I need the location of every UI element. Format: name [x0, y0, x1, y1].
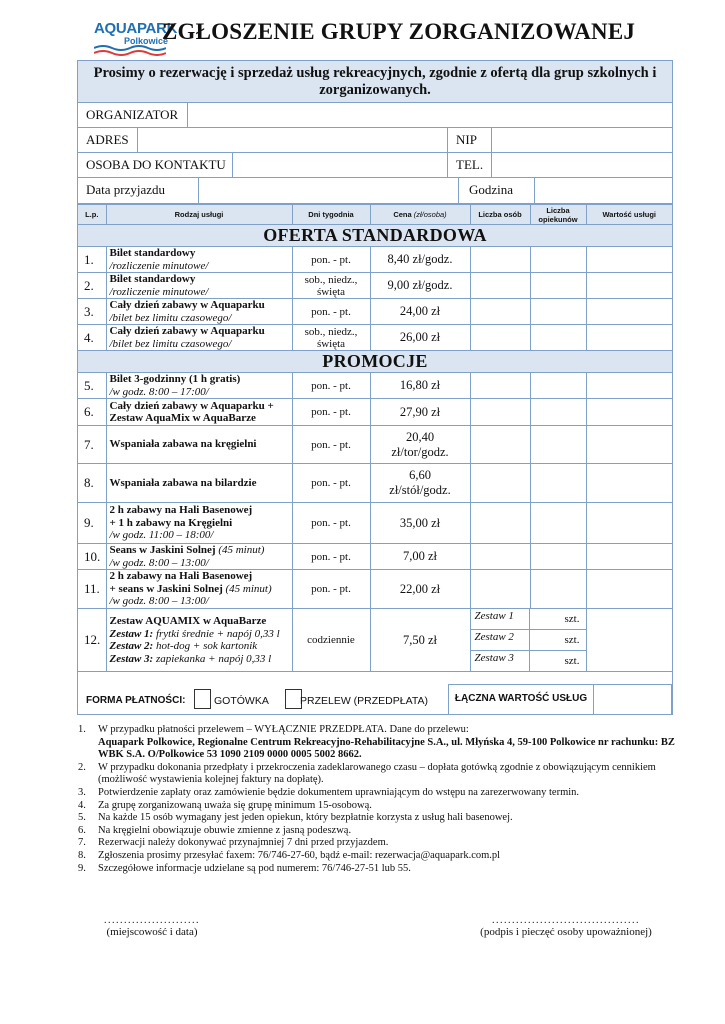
- row-price: [370, 503, 470, 544]
- row-days: pon. - pt.: [292, 464, 370, 503]
- price-value: 27,90 zł: [399, 404, 441, 419]
- date-label: Data przyjazdu: [78, 178, 199, 203]
- note-text: Potwierdzenie zapłaty oraz zamówienie będzie dokumentem uprawniającym do wstępu na zarezerwowany termin.: [98, 786, 580, 798]
- row-persons[interactable]: [470, 247, 530, 273]
- row-service: [106, 464, 292, 503]
- col-service: Rodzaj usługi: [106, 205, 292, 225]
- note-number: 2.: [78, 761, 86, 773]
- notes-list: [78, 724, 678, 875]
- row-guardians[interactable]: [530, 325, 586, 351]
- row-value[interactable]: [586, 373, 672, 399]
- set-row-2[interactable]: [471, 630, 586, 651]
- service-name-line2-note: (45 minut): [225, 582, 272, 595]
- service-note: /rozliczenie minutowe/: [109, 285, 209, 298]
- signature-left-dots: ........................: [104, 915, 200, 926]
- row-persons[interactable]: [470, 570, 530, 609]
- organizer-label: ORGANIZATOR: [78, 103, 188, 127]
- row-lp: 5.: [78, 373, 106, 399]
- row-price: [370, 373, 470, 399]
- service-note: /bilet bez limitu czasowego/: [109, 311, 232, 324]
- form-intro: Prosimy o rezerwację i sprzedaż usług rekreacyjnych, zgodnie z ofertą dla grup szkolnych i zorganizowanych.: [78, 61, 672, 103]
- row-price: [370, 299, 470, 325]
- table-row: [78, 426, 672, 464]
- service-name: 2 h zabawy na Hali Basenowej: [109, 570, 253, 583]
- row-days: codziennie: [292, 609, 370, 672]
- sets-cell: [470, 609, 586, 672]
- row-guardians[interactable]: [530, 464, 586, 503]
- organizer-row: [78, 103, 672, 128]
- price-table: [78, 204, 672, 672]
- table-row: [78, 373, 672, 399]
- transfer-label: PRZELEW (PRZEDPŁATA): [300, 695, 428, 707]
- note-text: Rezerwacji należy dokonywać przynajmniej 7 dni przed przyjazdem.: [98, 837, 389, 849]
- service-name: Wspaniała zabawa na bilardzie: [109, 476, 257, 489]
- row-guardians[interactable]: [530, 273, 586, 299]
- nip-label: NIP: [448, 128, 492, 152]
- total-field[interactable]: [593, 684, 672, 715]
- row-lp: 2.: [78, 273, 106, 299]
- col-value: Wartość usługi: [586, 205, 672, 225]
- price-value: 20,40: [405, 429, 435, 444]
- row-value[interactable]: [586, 544, 672, 570]
- price-value: 9,00 zł/godz.: [387, 278, 453, 292]
- note-text: Na każde 15 osób wymagany jest jeden opiekun, który bezpłatnie korzysta z usług hali basenowej.: [98, 812, 513, 824]
- note-number: 7.: [78, 837, 86, 849]
- note-item: [78, 812, 678, 825]
- row-days: pon. - pt.: [292, 426, 370, 464]
- row-price: [370, 247, 470, 273]
- row-guardians[interactable]: [530, 503, 586, 544]
- nip-field[interactable]: [492, 128, 672, 152]
- row-days: pon. - pt.: [292, 373, 370, 399]
- note-number: 9.: [78, 862, 86, 874]
- contact-row: [78, 153, 672, 178]
- row-price: [370, 464, 470, 503]
- row-value[interactable]: [586, 299, 672, 325]
- service-name: Bilet 3-godzinny (1 h gratis): [109, 373, 241, 385]
- row-guardians[interactable]: [530, 373, 586, 399]
- set-row-label: Zestaw 1: [471, 609, 530, 629]
- row-lp: 1.: [78, 247, 106, 273]
- row-service: [106, 609, 292, 672]
- set1-label: Zestaw 1:: [109, 627, 154, 640]
- service-note: /w godz. 8:00 – 13:00/: [109, 595, 209, 608]
- note-number: 1.: [78, 724, 86, 735]
- contact-label: OSOBA DO KONTAKTU: [78, 153, 233, 177]
- service-name-line2: + 1 h zabawy na Kręgielni: [109, 516, 233, 529]
- price-value: 35,00 zł: [399, 515, 441, 530]
- row-service: [106, 503, 292, 544]
- note-number: 4.: [78, 799, 86, 811]
- note-bank-details: Aquapark Polkowice, Regionalne Centrum Rekreacyjno-Rehabilitacyjne S.A., ul. Młyńska 4, 59-100 Polkowice nr rachunku: BZ WBK S.A. O/Polkowice 53 1090 2109 0000 0005 5002 8662.: [98, 736, 675, 761]
- note-item: [78, 849, 678, 863]
- row-service: [106, 399, 292, 426]
- signature-right-dots: .....................................: [492, 915, 640, 926]
- row-service: [106, 570, 292, 609]
- price-value: 8,40 zł/godz.: [387, 252, 453, 266]
- payment-label: FORMA PŁATNOŚCI:: [86, 695, 186, 706]
- service-name: Cały dzień zabawy w Aquaparku: [109, 299, 265, 311]
- signature-left-label: (miejscowość i data): [106, 926, 198, 938]
- organizer-field[interactable]: [188, 103, 672, 127]
- col-price-note: (zł/osoba): [413, 210, 447, 219]
- address-row: [78, 128, 672, 153]
- wave-icon: [94, 44, 166, 56]
- note-text: W przypadku dokonania przedpłaty i przekroczenia zadeklarowanego czasu – dopłata gotówką zgodnie z obowiązującym cennikiem (możliwość wystawienia kolejnej faktury na dopłatę).: [98, 761, 656, 786]
- table-row: [78, 464, 672, 503]
- reservation-form: [77, 60, 673, 715]
- note-number: 5.: [78, 812, 86, 824]
- row-guardians[interactable]: [530, 399, 586, 426]
- row-days: pon. - pt.: [292, 570, 370, 609]
- price-value: 24,00 zł: [399, 304, 441, 318]
- set-row-label: Zestaw 2: [471, 630, 530, 650]
- contact-field[interactable]: [233, 153, 448, 177]
- row-price: [370, 426, 470, 464]
- signature-right: [474, 915, 658, 938]
- price-value: 6,60: [409, 468, 431, 482]
- signature-right-label: (podpis i pieczęć osoby upoważnionej): [480, 926, 652, 938]
- row-value[interactable]: [586, 570, 672, 609]
- price-unit: zł/stół/godz.: [389, 483, 451, 497]
- price-value: 26,00 zł: [399, 330, 441, 344]
- logo-text: AQUAPARK: [94, 20, 178, 37]
- service-name: Zestaw AQUAMIX w AquaBarze: [109, 615, 267, 627]
- note-item: [78, 724, 678, 762]
- service-name: Bilet standardowy: [109, 247, 196, 259]
- service-note: /bilet bez limitu czasowego/: [109, 337, 232, 350]
- row-price: [370, 325, 470, 351]
- note-text: Zgłoszenia prosimy przesyłać faxem: 76/746-27-60, bądź e-mail: rezerwacja@aquapark.com.pl: [98, 849, 501, 861]
- price-table-header: [78, 205, 672, 225]
- price-value: 16,80 zł: [399, 378, 441, 392]
- row-lp: 7.: [78, 426, 106, 464]
- table-row: [78, 503, 672, 544]
- note-item: [78, 786, 678, 800]
- col-price: [370, 205, 470, 225]
- standard-rows: [78, 247, 672, 351]
- service-note: /w godz. 8:00 – 17:00/: [109, 385, 209, 398]
- row-persons[interactable]: [470, 426, 530, 464]
- row-days: pon. - pt.: [292, 399, 370, 426]
- total-label: ŁĄCZNA WARTOŚĆ USŁUG: [448, 684, 594, 715]
- hour-label: Godzina: [459, 178, 535, 203]
- row-value[interactable]: [586, 503, 672, 544]
- row-days: pon. - pt.: [292, 247, 370, 273]
- table-row: [78, 325, 672, 351]
- set3-label: Zestaw 3:: [109, 652, 154, 665]
- col-days: Dni tygodnia: [292, 205, 370, 225]
- note-text: Szczegółowe informacje udzielane są pod numerem: 76/746-27-51 lub 55.: [98, 862, 411, 874]
- table-row: [78, 544, 672, 570]
- service-name: Cały dzień zabawy w Aquaparku +: [109, 399, 274, 412]
- set-row-unit: szt.: [564, 613, 580, 625]
- row-service: [106, 325, 292, 351]
- row-value[interactable]: [586, 426, 672, 464]
- table-row: [78, 247, 672, 273]
- row-price: [370, 570, 470, 609]
- set2-desc: hot-dog + sok kartonik: [155, 640, 258, 652]
- row-value[interactable]: [586, 464, 672, 503]
- row-service: [106, 273, 292, 299]
- row-price: [370, 544, 470, 570]
- col-guardians: Liczba opiekunów: [530, 205, 586, 225]
- row-persons[interactable]: [470, 373, 530, 399]
- row-lp: 10.: [78, 544, 106, 570]
- note-item: [78, 837, 678, 850]
- table-row: [78, 299, 672, 325]
- service-note: /w godz. 11:00 – 18:00/: [109, 529, 214, 542]
- service-name: 2 h zabawy na Hali Basenowej: [109, 504, 253, 517]
- note-number: 8.: [78, 849, 86, 861]
- note-item: [78, 824, 678, 838]
- set1-desc: frytki średnie + napój 0,33 l: [155, 627, 280, 640]
- note-item: [78, 761, 678, 787]
- table-row: [78, 399, 672, 426]
- service-name-note: (45 minut): [218, 544, 265, 556]
- logo-subtext: Polkowice: [124, 36, 169, 46]
- service-name: Wspaniała zabawa na kręgielni: [109, 438, 257, 451]
- row-lp: 9.: [78, 503, 106, 544]
- row-guardians[interactable]: [530, 426, 586, 464]
- cash-label: GOTÓWKA: [214, 695, 269, 707]
- row-value[interactable]: [586, 273, 672, 299]
- row-guardians[interactable]: [530, 544, 586, 570]
- col-price-label: Cena: [393, 210, 412, 219]
- service-name: Cały dzień zabawy w Aquaparku: [109, 325, 265, 337]
- service-note: /w godz. 8:00 – 13:00/: [109, 556, 209, 569]
- set2-label: Zestaw 2:: [109, 640, 154, 652]
- row-persons[interactable]: [470, 544, 530, 570]
- service-name-line2: Zestaw AquaMix w AquaBarze: [109, 412, 256, 424]
- note-item: [78, 862, 678, 876]
- col-lp: L.p.: [78, 205, 106, 225]
- table-row: [78, 570, 672, 609]
- row-days: pon. - pt.: [292, 544, 370, 570]
- sets-grid: [471, 609, 586, 671]
- row-price: [370, 399, 470, 426]
- row-days: sob., niedz., święta: [292, 325, 370, 351]
- hour-field[interactable]: [535, 178, 672, 203]
- row-value[interactable]: [586, 399, 672, 426]
- row-lp: 11.: [78, 570, 106, 609]
- price-unit: zł/tor/godz.: [391, 444, 449, 459]
- table-row: [78, 273, 672, 299]
- note-number: 6.: [78, 824, 86, 836]
- row-days: pon. - pt.: [292, 503, 370, 544]
- row-price: 7,50 zł: [370, 609, 470, 672]
- note-text: W przypadku płatności przelewem – WYŁĄCZNIE PRZEDPŁATA. Dane do przelewu:: [98, 724, 469, 735]
- set3-desc: zapiekanka + napój 0,33 l: [155, 652, 272, 665]
- service-note: /rozliczenie minutowe/: [109, 259, 209, 272]
- row-service: [106, 247, 292, 273]
- tel-field[interactable]: [492, 153, 672, 177]
- date-field[interactable]: [199, 178, 459, 203]
- row-price: [370, 273, 470, 299]
- section-standard: [78, 225, 672, 247]
- row-days: pon. - pt.: [292, 299, 370, 325]
- row-lp: 8.: [78, 464, 106, 503]
- set-row-unit: szt.: [564, 655, 580, 667]
- row-guardians[interactable]: [530, 570, 586, 609]
- row-days: sob., niedz., święta: [292, 273, 370, 299]
- row-persons[interactable]: [470, 503, 530, 544]
- row-service: [106, 373, 292, 399]
- row-service: [106, 426, 292, 464]
- row-lp: 4.: [78, 325, 106, 351]
- document-title: ZGŁOSZENIE GRUPY ZORGANIZOWANEJ: [162, 19, 636, 44]
- note-text: Na kręgielni obowiązuje obuwie zmienne z jasną podeszwą.: [98, 824, 352, 836]
- row-lp: 12.: [78, 609, 106, 672]
- signature-left: [98, 915, 206, 938]
- row-value[interactable]: [586, 247, 672, 273]
- row-value[interactable]: [586, 325, 672, 351]
- promo-rows: [78, 373, 672, 609]
- section-standard-title: OFERTA STANDARDOWA: [78, 225, 672, 247]
- set-row-unit: szt.: [564, 634, 580, 646]
- table-row: [78, 609, 672, 672]
- note-item: [78, 799, 678, 813]
- section-promo: [78, 351, 672, 373]
- price-value: 22,00 zł: [399, 581, 441, 596]
- service-name: Bilet standardowy: [109, 273, 196, 285]
- row-persons[interactable]: [470, 325, 530, 351]
- row-lp: 3.: [78, 299, 106, 325]
- row-persons[interactable]: [470, 399, 530, 426]
- cash-checkbox[interactable]: [194, 689, 211, 709]
- col-persons: Liczba osób: [470, 205, 530, 225]
- payment-row: [78, 685, 672, 715]
- note-text: Za grupę zorganizowaną uważa się grupę minimum 15-osobową.: [98, 799, 372, 811]
- row-persons[interactable]: [470, 464, 530, 503]
- row-guardians[interactable]: [530, 299, 586, 325]
- row-value[interactable]: [586, 609, 672, 672]
- row-persons[interactable]: [470, 299, 530, 325]
- service-name-line2: + seans w Jaskini Solnej: [109, 582, 223, 595]
- row-lp: 6.: [78, 399, 106, 426]
- date-row: [78, 178, 672, 204]
- service-name: Seans w Jaskini Solnej: [109, 544, 216, 556]
- row-service: [106, 299, 292, 325]
- row-service: [106, 544, 292, 570]
- set-row-3[interactable]: [471, 651, 586, 671]
- set-row-1[interactable]: [471, 609, 586, 630]
- tel-label: TEL.: [448, 153, 492, 177]
- address-field[interactable]: [138, 128, 448, 152]
- note-number: 3.: [78, 786, 86, 798]
- section-promo-title: PROMOCJE: [78, 351, 672, 373]
- row-persons[interactable]: [470, 273, 530, 299]
- set-row-label: Zestaw 3: [471, 651, 530, 671]
- address-label: ADRES: [78, 128, 138, 152]
- price-value: 7,00 zł: [402, 549, 438, 563]
- row-guardians[interactable]: [530, 247, 586, 273]
